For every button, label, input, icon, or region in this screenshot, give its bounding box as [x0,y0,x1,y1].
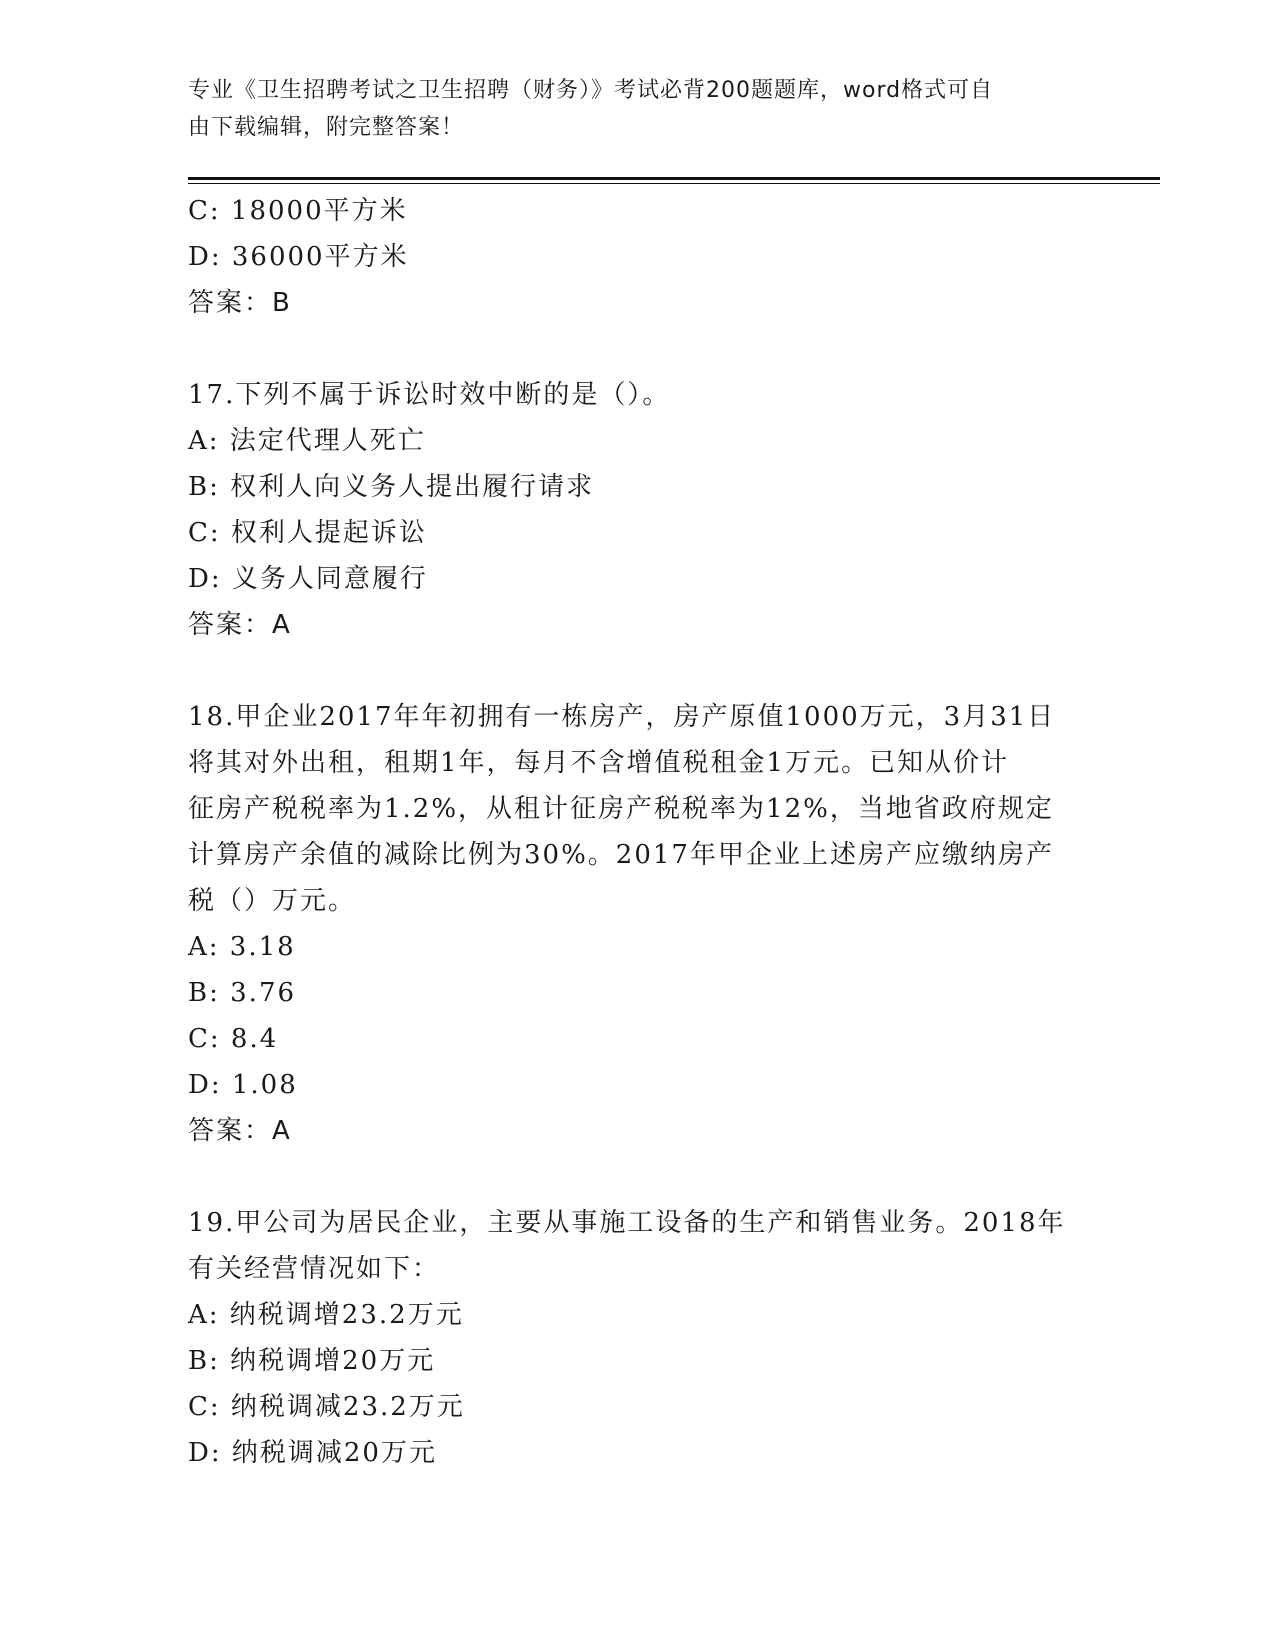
question-stem: 17.下列不属于诉讼时效中断的是（）。 [188,380,671,410]
question-stem-line: 税（）万元。 [188,886,357,916]
spacer [188,326,1088,372]
option-b: B: 纳税调增20万元 [188,1346,436,1376]
document-header [188,72,1068,146]
question-stem-line: 将其对外出租，租期1年，每月不含增值税租金1万元。已知从价计 [188,748,1010,778]
question-19 [188,1200,1088,1476]
question-list [188,188,1088,1476]
option-a: A: 3.18 [188,932,296,962]
option-b: B: 权利人向义务人提出履行请求 [188,472,595,502]
option-c: C: 18000平方米 [188,196,408,226]
question-stem-line: 计算房产余值的减除比例为30%。2017年甲企业上述房产应缴纳房产 [188,840,1054,870]
option-a: A: 法定代理人死亡 [188,426,426,456]
answer: 答案：A [188,610,292,640]
question-16-tail [188,188,1088,326]
question-stem-line: 18.甲企业2017年年初拥有一栋房产，房产原值1000万元，3月31日 [188,702,1056,732]
option-c: C: 8.4 [188,1024,279,1054]
question-stem-line: 19.甲公司为居民企业，主要从事施工设备的生产和销售业务。2018年 [188,1208,1066,1238]
option-c: C: 权利人提起诉讼 [188,518,427,548]
answer: 答案：B [188,288,292,318]
question-17 [188,372,1088,648]
option-c: C: 纳税调减23.2万元 [188,1392,465,1422]
option-d: D: 义务人同意履行 [188,564,428,594]
header-line-1: 专业《卫生招聘考试之卫生招聘（财务）》考试必背200题题库，word格式可自 [188,78,994,103]
option-d: D: 1.08 [188,1070,298,1100]
option-b: B: 3.76 [188,978,297,1008]
header-line-2: 由下载编辑，附完整答案！ [188,115,465,140]
question-18 [188,694,1088,1154]
header-divider-thick [188,177,1160,180]
spacer [188,1154,1088,1200]
answer: 答案：A [188,1116,292,1146]
spacer [188,648,1088,694]
option-a: A: 纳税调增23.2万元 [188,1300,464,1330]
option-d: D: 纳税调减20万元 [188,1438,437,1468]
header-divider-thin [188,183,1160,184]
question-stem-line: 有关经营情况如下： [188,1254,441,1284]
question-stem-line: 征房产税税率为1.2%，从租计征房产税税率为12%，当地省政府规定 [188,794,1054,824]
option-d: D: 36000平方米 [188,242,409,272]
